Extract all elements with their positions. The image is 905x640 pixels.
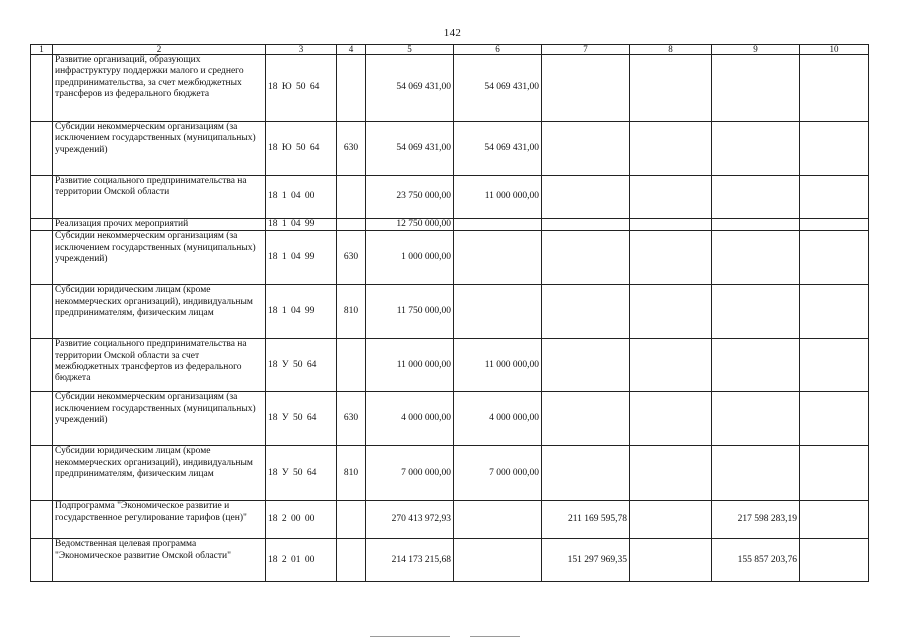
amount-cell <box>454 539 542 582</box>
amount-cell <box>542 392 630 446</box>
amount-cell: 54 069 431,00 <box>454 55 542 122</box>
item-name-cell: Развитие социального предпринимательства на территории Омской области <box>53 176 266 219</box>
amount-cell <box>630 176 712 219</box>
row-index-cell <box>31 339 53 392</box>
amount-cell: 1 000 000,00 <box>366 231 454 285</box>
budget-table <box>30 44 869 582</box>
column-header: 4 <box>337 45 366 55</box>
column-header: 9 <box>712 45 800 55</box>
amount-cell <box>800 392 869 446</box>
amount-cell <box>800 55 869 122</box>
amount-cell <box>712 176 800 219</box>
table-row <box>31 176 869 219</box>
amount-cell: 12 750 000,00 <box>366 219 454 231</box>
item-name-cell: Субсидии некоммерческим организациям (за исключением государственных (муниципальных) учреждений) <box>53 231 266 285</box>
amount-cell <box>630 122 712 176</box>
amount-cell: 54 069 431,00 <box>454 122 542 176</box>
amount-cell <box>630 446 712 501</box>
row-index-cell <box>31 539 53 582</box>
amount-cell <box>542 339 630 392</box>
amount-cell: 270 413 972,93 <box>366 501 454 539</box>
amount-cell: 11 000 000,00 <box>454 176 542 219</box>
amount-cell: 7 000 000,00 <box>366 446 454 501</box>
column-header: 10 <box>800 45 869 55</box>
item-name-cell: Развитие социального предпринимательства на территории Омской области за счет межбюджетных трансфертов из федерального бюджета <box>53 339 266 392</box>
row-index-cell <box>31 446 53 501</box>
budget-code-cell: 18 У 50 64 <box>266 392 337 446</box>
amount-cell <box>800 285 869 339</box>
amount-cell <box>712 446 800 501</box>
amount-cell: 4 000 000,00 <box>454 392 542 446</box>
amount-cell <box>454 285 542 339</box>
table-header-row <box>31 45 869 55</box>
expense-type-cell <box>337 219 366 231</box>
table-row <box>31 231 869 285</box>
column-header: 2 <box>53 45 266 55</box>
row-index-cell <box>31 285 53 339</box>
amount-cell <box>800 446 869 501</box>
expense-type-cell <box>337 539 366 582</box>
expense-type-cell: 630 <box>337 231 366 285</box>
amount-cell <box>630 55 712 122</box>
table-row <box>31 55 869 122</box>
amount-cell <box>630 231 712 285</box>
amount-cell <box>542 122 630 176</box>
item-name-cell: Подпрограмма "Экономическое развитие и государственное регулирование тарифов (цен)" <box>53 501 266 539</box>
amount-cell <box>542 285 630 339</box>
table-row <box>31 285 869 339</box>
amount-cell <box>630 339 712 392</box>
amount-cell <box>630 219 712 231</box>
amount-cell <box>542 231 630 285</box>
page-number: 142 <box>443 27 462 39</box>
amount-cell <box>712 219 800 231</box>
amount-cell <box>800 231 869 285</box>
amount-cell: 211 169 595,78 <box>542 501 630 539</box>
amount-cell <box>630 392 712 446</box>
item-name-cell: Субсидии некоммерческим организациям (за исключением государственных (муниципальных) учреждений) <box>53 122 266 176</box>
row-index-cell <box>31 392 53 446</box>
amount-cell: 54 069 431,00 <box>366 55 454 122</box>
table-row <box>31 392 869 446</box>
column-header: 6 <box>454 45 542 55</box>
amount-cell: 11 000 000,00 <box>366 339 454 392</box>
item-name-cell: Развитие организаций, образующих инфраструктуру поддержки малого и среднего предпринимательства, за счет межбюджетных трансферов из федерального бюджета <box>53 55 266 122</box>
column-header: 3 <box>266 45 337 55</box>
row-index-cell <box>31 219 53 231</box>
expense-type-cell <box>337 55 366 122</box>
amount-cell <box>454 501 542 539</box>
scan-artifact-line <box>370 636 450 637</box>
amount-cell: 151 297 969,35 <box>542 539 630 582</box>
amount-cell <box>542 219 630 231</box>
amount-cell <box>712 339 800 392</box>
item-name-cell: Субсидии юридическим лицам (кроме некоммерческих организаций), индивидуальным предпринимателям, физическим лицам <box>53 446 266 501</box>
amount-cell <box>630 285 712 339</box>
row-index-cell <box>31 501 53 539</box>
amount-cell: 11 000 000,00 <box>454 339 542 392</box>
amount-cell: 214 173 215,68 <box>366 539 454 582</box>
amount-cell <box>542 55 630 122</box>
table-row <box>31 339 869 392</box>
amount-cell <box>454 219 542 231</box>
budget-code-cell: 18 У 50 64 <box>266 339 337 392</box>
table-row <box>31 219 869 231</box>
column-header: 7 <box>542 45 630 55</box>
table-row <box>31 501 869 539</box>
amount-cell <box>800 539 869 582</box>
expense-type-cell: 630 <box>337 122 366 176</box>
row-index-cell <box>31 122 53 176</box>
budget-code-cell: 18 1 04 00 <box>266 176 337 219</box>
budget-code-cell: 18 2 00 00 <box>266 501 337 539</box>
budget-code-cell: 18 Ю 50 64 <box>266 55 337 122</box>
item-name-cell: Реализация прочих мероприятий <box>53 219 266 231</box>
amount-cell <box>800 176 869 219</box>
budget-code-cell: 18 1 04 99 <box>266 285 337 339</box>
amount-cell <box>542 176 630 219</box>
table-row <box>31 446 869 501</box>
table-row <box>31 539 869 582</box>
amount-cell: 54 069 431,00 <box>366 122 454 176</box>
amount-cell: 23 750 000,00 <box>366 176 454 219</box>
item-name-cell: Субсидии некоммерческим организациям (за исключением государственных (муниципальных) учреждений) <box>53 392 266 446</box>
expense-type-cell <box>337 339 366 392</box>
budget-code-cell: 18 1 04 99 <box>266 231 337 285</box>
expense-type-cell <box>337 176 366 219</box>
expense-type-cell <box>337 501 366 539</box>
item-name-cell: Субсидии юридическим лицам (кроме некоммерческих организаций), индивидуальным предпринимателям, физическим лицам <box>53 285 266 339</box>
amount-cell <box>800 122 869 176</box>
budget-code-cell: 18 У 50 64 <box>266 446 337 501</box>
column-header: 8 <box>630 45 712 55</box>
amount-cell <box>454 231 542 285</box>
item-name-cell: Ведомственная целевая программа "Экономическое развитие Омской области" <box>53 539 266 582</box>
expense-type-cell: 810 <box>337 446 366 501</box>
expense-type-cell: 630 <box>337 392 366 446</box>
amount-cell <box>712 55 800 122</box>
budget-code-cell: 18 Ю 50 64 <box>266 122 337 176</box>
budget-code-cell: 18 1 04 99 <box>266 219 337 231</box>
amount-cell <box>630 539 712 582</box>
amount-cell <box>712 285 800 339</box>
amount-cell: 11 750 000,00 <box>366 285 454 339</box>
amount-cell <box>800 339 869 392</box>
amount-cell <box>542 446 630 501</box>
amount-cell <box>712 231 800 285</box>
amount-cell: 155 857 203,76 <box>712 539 800 582</box>
budget-code-cell: 18 2 01 00 <box>266 539 337 582</box>
column-header: 5 <box>366 45 454 55</box>
amount-cell <box>800 219 869 231</box>
row-index-cell <box>31 231 53 285</box>
expense-type-cell: 810 <box>337 285 366 339</box>
amount-cell <box>800 501 869 539</box>
row-index-cell <box>31 55 53 122</box>
amount-cell <box>630 501 712 539</box>
scan-artifact-line <box>470 636 520 637</box>
column-header: 1 <box>31 45 53 55</box>
amount-cell <box>712 392 800 446</box>
amount-cell: 7 000 000,00 <box>454 446 542 501</box>
amount-cell: 4 000 000,00 <box>366 392 454 446</box>
table-row <box>31 122 869 176</box>
amount-cell: 217 598 283,19 <box>712 501 800 539</box>
row-index-cell <box>31 176 53 219</box>
amount-cell <box>712 122 800 176</box>
